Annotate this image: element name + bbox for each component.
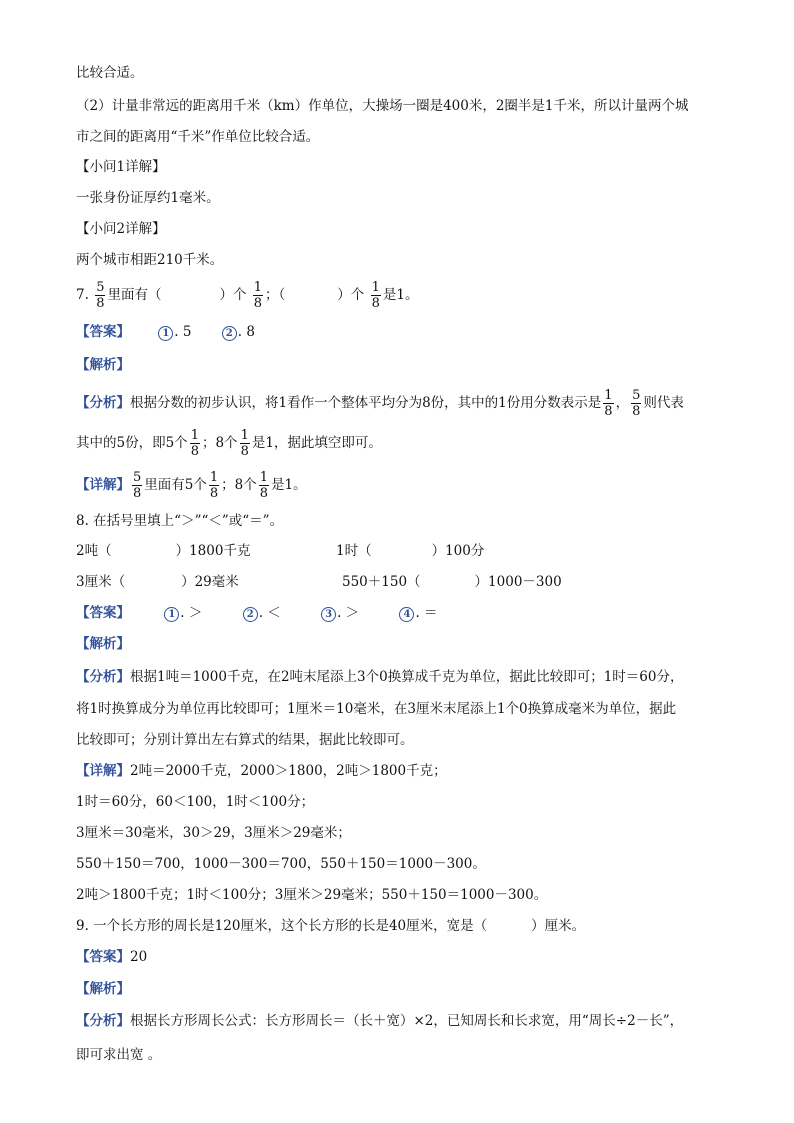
detail-line: 2吨＞1800千克；1时＜100分；3厘米＞29毫米；550＋150＝1000－300。 <box>76 887 548 903</box>
question-row: 3厘米（ ）29毫米 <box>76 574 239 590</box>
detail-line: 3厘米＝30毫米，30＞29，3厘米＞29毫米； <box>76 825 351 841</box>
analysis-line: 其中的5份，即5个 $\frac{1}{8}$ ；8个 $\frac{1}{8}$ 是1，据此填空即可。 <box>76 428 382 459</box>
text: ；（ <box>265 287 286 303</box>
question-number: 7. <box>76 287 89 303</box>
circled-number: 2 <box>222 326 237 341</box>
question-row: 1时（ ）100分 <box>336 543 485 559</box>
answer-label: 【答案】 <box>76 324 130 340</box>
analysis-line: 将1时换算成分为单位再比较即可；1厘米＝10毫米，在3厘米末尾添上1个0换算成毫米为单位，据此 <box>76 701 677 717</box>
answer-line: 【答案】20 <box>76 949 148 965</box>
analysis-label: 【解析】 <box>76 636 130 652</box>
question-9: 9. 一个长方形的周长是120厘米，这个长方形的长是40厘米，宽是（ ）厘米。 <box>76 918 586 934</box>
analysis-line: 【分析】根据1吨＝1000千克，在2吨末尾添上3个0换算成千克为单位，据此比较即可；1时＝60分， <box>76 669 684 685</box>
detail-line: 550＋150＝700，1000－300＝700，550＋150＝1000－300。 <box>76 856 486 872</box>
text-line: 一张身份证厚约1毫米。 <box>76 190 220 206</box>
circled-number: 4 <box>399 607 414 622</box>
question-7 <box>76 280 418 311</box>
detail-line: 1时＝60分，60＜100，1时＜100分； <box>76 794 315 810</box>
analysis-line: 【分析】根据分数的初步认识，将1看作一个整体平均分为8份，其中的1份用分数表示是 $\frac{1}{8}$ ， $\frac{5}{8}$ 则代表 <box>76 388 684 419</box>
text: 是1。 <box>382 287 419 303</box>
section-heading: 【小问1详解】 <box>76 159 166 175</box>
text-line: 比较合适。 <box>76 65 144 81</box>
circled-number: 1 <box>158 326 173 341</box>
question-row: 2吨（ ）1800千克 <box>76 543 251 559</box>
fraction: $\frac{1}{8}$ <box>253 280 263 311</box>
analysis-label: 【解析】 <box>76 357 130 373</box>
text: 里面有（ <box>107 287 162 303</box>
text: ）个 <box>219 287 247 303</box>
detail-line: 【详解】2吨＝2000千克，2000＞1800，2吨＞1800千克； <box>76 763 447 779</box>
answer-line: 【答案】 1 . ＞ 2 . ＜ 3 . ＞ 4 . ＝ <box>76 605 438 621</box>
analysis-line: 即可求出宽 。 <box>76 1047 162 1063</box>
fraction: $\frac{1}{8}$ <box>371 280 380 311</box>
question-row: 550＋150（ ）1000－300 <box>342 574 562 590</box>
analysis-line: 比较即可；分别计算出左右算式的结果，据此比较即可。 <box>76 732 414 748</box>
circled-number: 1 <box>164 607 179 622</box>
text: ）个 <box>337 287 365 303</box>
question-8: 8. 在括号里填上“＞”“＜”或“＝”。 <box>76 513 284 529</box>
text-line: 市之间的距离用“千米”作单位比较合适。 <box>76 129 320 145</box>
circled-number: 2 <box>243 607 258 622</box>
text-line: （2）计量非常远的距离用千米（km）作单位，大操场一圈是400米，2圈半是1千米，所以计量两个城 <box>76 98 689 114</box>
circled-number: 3 <box>321 607 336 622</box>
answer-line: 【答案】 1 . 5 2 . 8 <box>76 324 255 340</box>
section-heading: 【小问2详解】 <box>76 221 166 237</box>
analysis-label: 【解析】 <box>76 981 130 997</box>
text-line: 两个城市相距210千米。 <box>76 252 224 268</box>
analysis-line: 【分析】根据长方形周长公式：长方形周长＝（长＋宽）×2，已知周长和长求宽，用“周长÷2－长”， <box>76 1013 684 1029</box>
fraction: $\frac{5}{8}$ <box>96 280 105 311</box>
detail-line: 【详解】 $\frac{5}{8}$ 里面有5个 $\frac{1}{8}$ ；8个 $\frac{1}{8}$ 是1。 <box>76 470 307 501</box>
